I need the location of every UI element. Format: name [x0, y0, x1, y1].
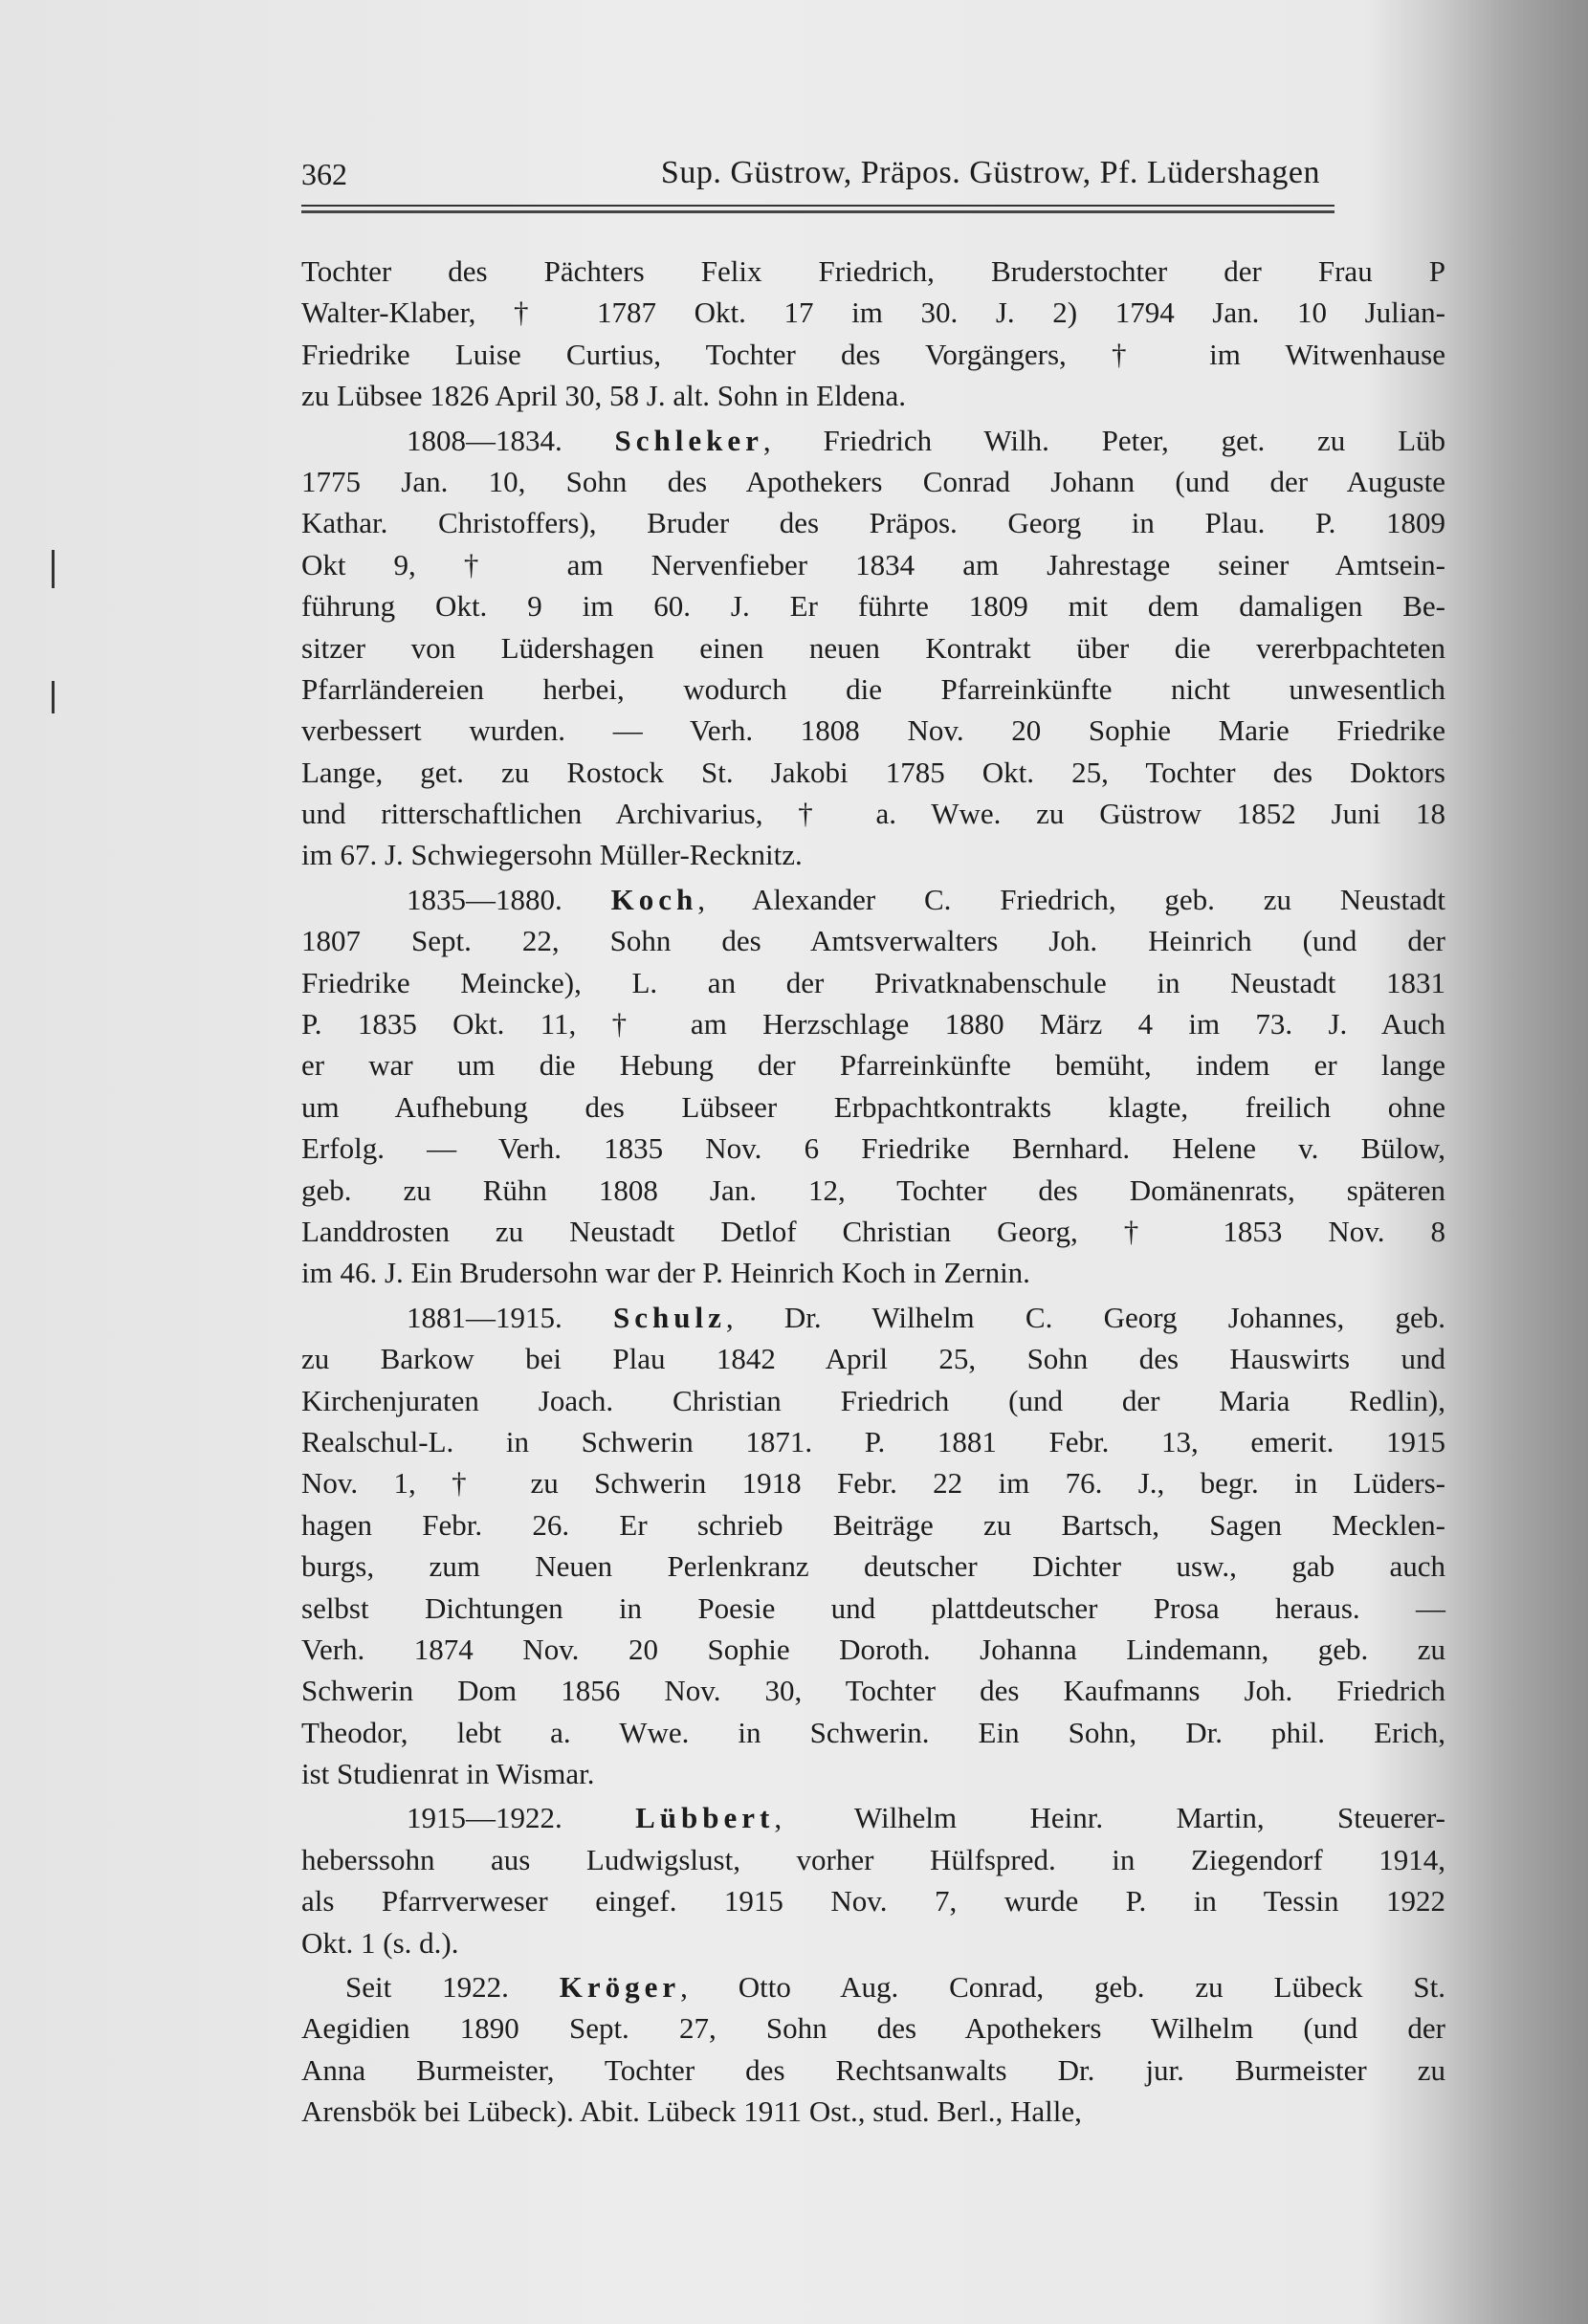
line-text: Nov. 1, † zu Schwerin 1918 Febr. 22 im 76. J., begr. in Lüders-	[301, 1466, 1445, 1501]
line-text: burgs, zum Neuen Perlenkranz deutscher Dichter usw., gab auch	[301, 1549, 1445, 1584]
line-text: Erfolg. — Verh. 1835 Nov. 6 Friedrike Bernhard. Helene v. Bülow,	[301, 1131, 1445, 1166]
line-text: zu Barkow bei Plau 1842 April 25, Sohn des Hauswirts und	[301, 1342, 1445, 1376]
pastor-surname: Kröger	[559, 1970, 681, 2005]
line-text: geb. zu Rühn 1808 Jan. 12, Tochter des Domänenrats, späteren	[301, 1173, 1445, 1207]
running-title: Sup. Güstrow, Präpos. Güstrow, Pf. Lüdershagen	[660, 155, 1320, 190]
text-line	[301, 793, 1445, 834]
text-line	[301, 1297, 1445, 1338]
tenure-years: 1835—1880.	[407, 882, 611, 916]
line-text: Lange, get. zu Rostock St. Jakobi 1785 Okt. 25, Tochter des Doktors	[301, 755, 1445, 789]
tenure-years: Seit 1922.	[345, 1970, 560, 2005]
line-text: hagen Febr. 26. Er schrieb Beiträge zu Bartsch, Sagen Mecklen-	[301, 1507, 1445, 1542]
line-text: führung Okt. 9 im 60. J. Er führte 1809 mit dem damaligen Be-	[301, 589, 1445, 624]
text-line	[301, 1338, 1445, 1379]
text-line	[301, 1044, 1445, 1085]
text-line	[301, 420, 1445, 461]
margin-mark	[52, 681, 55, 713]
text-line	[301, 1211, 1445, 1252]
text-line	[301, 1966, 1445, 2007]
line-text: , Alexander C. Friedrich, geb. zu Neustadt	[697, 882, 1446, 916]
line-text: 1807 Sept. 22, Sohn des Amtsverwalters Joh. Heinrich (und der	[301, 924, 1445, 958]
line-text: Realschul-L. in Schwerin 1871. P. 1881 Febr. 13, emerit. 1915	[301, 1424, 1445, 1458]
line-text: um Aufhebung des Lübseer Erbpachtkontrakts klagte, freilich ohne	[301, 1089, 1445, 1124]
line-text: im 46. J. Ein Brudersohn war der P. Heinrich Koch in Zernin.	[301, 1256, 1030, 1290]
line-text: Anna Burmeister, Tochter des Rechtsanwalts Dr. jur. Burmeister zu	[301, 2052, 1445, 2087]
text-line	[301, 1839, 1445, 1880]
pastor-surname: Schleker	[614, 423, 763, 457]
line-text: P. 1835 Okt. 11, † am Herzschlage 1880 März 4 im 73. J. Auch	[301, 1007, 1445, 1041]
tenure-years: 1915—1922.	[407, 1801, 636, 1835]
line-text: Aegidien 1890 Sept. 27, Sohn des Apothekers Wilhelm (und der	[301, 2011, 1445, 2046]
text-line	[301, 879, 1445, 920]
line-text: Walter-Klaber, † 1787 Okt. 17 im 30. J. 2) 1794 Jan. 10 Julian-	[301, 296, 1445, 330]
text-line	[301, 1880, 1445, 1921]
page-header	[301, 153, 1320, 201]
text-line	[301, 1128, 1445, 1169]
line-text: Tochter des Pächters Felix Friedrich, Bruderstochter der Frau P	[301, 254, 1445, 288]
text-line	[301, 251, 1445, 292]
line-text: sitzer von Lüdershagen einen neuen Kontrakt über die vererbpachteten	[301, 630, 1445, 665]
text-line	[301, 1462, 1445, 1503]
line-text: Arensbök bei Lübeck). Abit. Lübeck 1911 Ost., stud. Berl., Halle,	[301, 2094, 1082, 2129]
line-text: und ritterschaftlichen Archivarius, † a. Wwe. zu Güstrow 1852 Juni 18	[301, 797, 1445, 831]
text-line	[301, 1629, 1445, 1670]
text-line	[301, 1504, 1445, 1546]
line-text: er war um die Hebung der Pfarreinkünfte bemüht, indem er lange	[301, 1048, 1445, 1083]
line-text: , Wilhelm Heinr. Martin, Steuerer-	[774, 1801, 1445, 1835]
text-line	[301, 627, 1445, 669]
line-text: Friedrike Luise Curtius, Tochter des Vorgängers, † im Witwenhause	[301, 337, 1445, 371]
text-line	[301, 669, 1445, 710]
line-text: ist Studienrat in Wismar.	[301, 1757, 595, 1791]
text-line	[301, 1588, 1445, 1629]
text-line	[301, 1421, 1445, 1462]
text-line	[301, 2091, 1445, 2132]
line-text: , Otto Aug. Conrad, geb. zu Lübeck St.	[680, 1970, 1445, 2005]
text-line	[301, 1003, 1445, 1044]
text-line	[301, 1922, 1445, 1963]
text-line	[301, 1380, 1445, 1421]
line-text: Verh. 1874 Nov. 20 Sophie Doroth. Johanna Lindemann, geb. zu	[301, 1632, 1445, 1666]
line-text: im 67. J. Schwiegersohn Müller-Recknitz.	[301, 838, 803, 872]
line-text: Pfarrländereien herbei, wodurch die Pfarreinkünfte nicht unwesentlich	[301, 671, 1445, 706]
pastor-surname: Schulz	[613, 1300, 726, 1334]
line-text: Okt 9, † am Nervenfieber 1834 am Jahrestage seiner Amtsein-	[301, 547, 1445, 581]
text-line	[301, 920, 1445, 961]
text-line	[301, 334, 1445, 375]
text-line	[301, 962, 1445, 1003]
line-text: Friedrike Meincke), L. an der Privatknabenschule in Neustadt 1831	[301, 965, 1445, 999]
text-line	[301, 1546, 1445, 1587]
text-line	[301, 1170, 1445, 1211]
line-text: Okt. 1 (s. d.).	[301, 1925, 459, 1960]
text-line	[301, 292, 1445, 333]
text-line	[301, 1670, 1445, 1711]
biography-paragraph	[301, 251, 1445, 417]
text-line	[301, 1797, 1445, 1838]
page-number: 362	[301, 157, 347, 191]
biography-paragraph	[301, 420, 1445, 876]
text-line	[301, 461, 1445, 502]
header-rule	[301, 205, 1334, 207]
text-line	[301, 544, 1445, 585]
text-line	[301, 752, 1445, 793]
text-line	[301, 585, 1445, 626]
biography-paragraph	[301, 879, 1445, 1294]
line-text: als Pfarrverweser eingef. 1915 Nov. 7, wurde P. in Tessin 1922	[301, 1884, 1445, 1918]
line-text: Landdrosten zu Neustadt Detlof Christian Georg, † 1853 Nov. 8	[301, 1214, 1445, 1248]
biography-paragraph	[301, 1966, 1445, 2133]
line-text: verbessert wurden. — Verh. 1808 Nov. 20 Sophie Marie Friedrike	[301, 713, 1445, 748]
text-line	[301, 1712, 1445, 1753]
page-body	[301, 251, 1445, 2136]
pastor-surname: Koch	[610, 882, 698, 916]
text-line	[301, 375, 1445, 416]
line-text: , Dr. Wilhelm C. Georg Johannes, geb.	[725, 1300, 1445, 1334]
text-line	[301, 710, 1445, 751]
line-text: , Friedrich Wilh. Peter, get. zu Lüb	[762, 423, 1445, 457]
line-text: selbst Dichtungen in Poesie und plattdeutscher Prosa heraus. —	[301, 1590, 1445, 1625]
header-rule	[301, 210, 1334, 213]
line-text: Kathar. Christoffers), Bruder des Präpos. Georg in Plau. P. 1809	[301, 506, 1445, 540]
text-line	[301, 2007, 1445, 2049]
pastor-surname: Lübbert	[635, 1801, 775, 1835]
text-line	[301, 834, 1445, 875]
tenure-years: 1808—1834.	[407, 423, 615, 457]
line-text: zu Lübsee 1826 April 30, 58 J. alt. Sohn in Eldena.	[301, 379, 906, 413]
line-text: Kirchenjuraten Joach. Christian Friedrich (und der Maria Redlin),	[301, 1383, 1445, 1417]
text-line	[301, 1753, 1445, 1794]
text-line	[301, 2050, 1445, 2091]
text-line	[301, 1086, 1445, 1128]
line-text: heberssohn aus Ludwigslust, vorher Hülfspred. in Ziegendorf 1914,	[301, 1842, 1445, 1876]
line-text: 1775 Jan. 10, Sohn des Apothekers Conrad Johann (und der Auguste	[301, 464, 1445, 498]
line-text: Theodor, lebt a. Wwe. in Schwerin. Ein Sohn, Dr. phil. Erich,	[301, 1715, 1445, 1749]
biography-paragraph	[301, 1297, 1445, 1795]
text-line	[301, 502, 1445, 543]
biography-paragraph	[301, 1797, 1445, 1963]
tenure-years: 1881—1915.	[407, 1300, 614, 1334]
line-text: Schwerin Dom 1856 Nov. 30, Tochter des Kaufmanns Joh. Friedrich	[301, 1674, 1445, 1708]
text-line	[301, 1252, 1445, 1293]
margin-mark	[52, 550, 55, 588]
